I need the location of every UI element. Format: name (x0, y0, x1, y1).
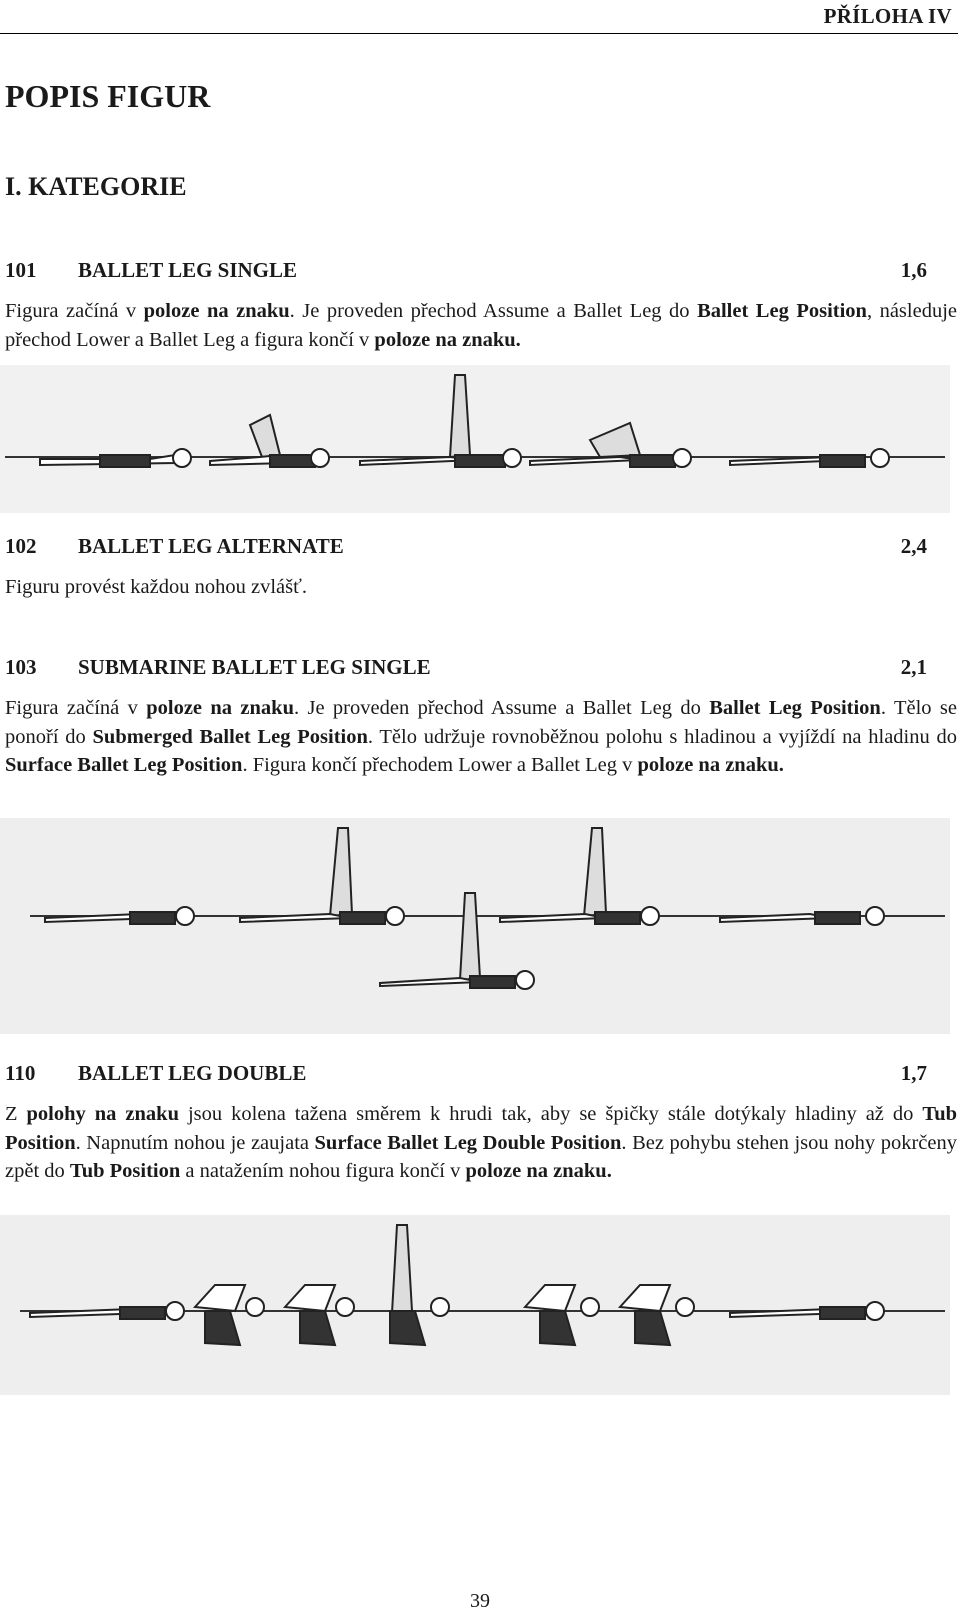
figure-102-description (5, 573, 957, 602)
bold-term: Submerged Ballet Leg Position (92, 725, 368, 748)
figure-number: 101 (5, 258, 37, 282)
figure-number: 103 (5, 655, 37, 679)
category-heading: I. KATEGORIE (5, 172, 187, 201)
figure-score: 2,4 (900, 534, 927, 558)
figure-score: 1,6 (900, 258, 927, 282)
text-run: Figura začíná v (5, 697, 147, 719)
figure-110-heading (5, 1061, 927, 1089)
figure-103-heading (5, 655, 927, 683)
text-run: . Napnutím nohou je zaujata (75, 1131, 315, 1154)
page-title: POPIS FIGUR (5, 78, 211, 114)
figure-name: BALLET LEG DOUBLE (78, 1061, 307, 1085)
text-run: , následuje přechod Lower a Ballet Leg a figura končí v (5, 300, 957, 351)
bold-term: Surface Ballet Leg Position (5, 754, 243, 777)
text-run: . Figura končí přechodem Lower a Ballet Leg v (242, 754, 638, 777)
figure-110-description (5, 1100, 957, 1186)
bold-term: Surface Ballet Leg Double Position (314, 1131, 622, 1154)
figure-name: BALLET LEG SINGLE (78, 258, 298, 282)
bold-term: poloze na znaku. (374, 328, 521, 351)
bold-term: poloze na znaku. (637, 754, 784, 777)
swimmer-sequence-illustration (0, 818, 950, 1034)
figure-name: SUBMARINE BALLET LEG SINGLE (78, 655, 431, 679)
text-run: . Tělo se ponoří do (5, 697, 957, 748)
figure-103-illustration (0, 818, 950, 1034)
header-divider (0, 33, 958, 34)
bold-term: Tub Position (5, 1103, 957, 1154)
text-run: . Tělo udržuje rovnoběžnou polohu s hladinou a vyjíždí na hladinu do (367, 725, 957, 748)
figure-101-description (5, 297, 957, 354)
swimmer-sequence-illustration (0, 1215, 950, 1395)
figure-number: 110 (5, 1061, 36, 1085)
figure-110-illustration (0, 1215, 950, 1395)
figure-101-heading (5, 258, 927, 286)
bold-term: Ballet Leg Position (709, 697, 881, 719)
text-run: jsou kolena tažena směrem k hrudi tak, aby se špičky stále dotýkaly hladiny až do (178, 1103, 923, 1125)
figure-score: 2,1 (900, 655, 927, 679)
swimmer-sequence-illustration (0, 365, 950, 513)
bold-term: poloze na znaku (143, 300, 290, 322)
text-run: . Bez pohybu stehen jsou nohy pokrčeny zpět do (5, 1131, 957, 1183)
page-number: 39 (470, 1590, 490, 1612)
text-run: a natažením nohou figura končí v (180, 1160, 466, 1183)
bold-term: poloze na znaku. (465, 1160, 612, 1183)
text-run: . Je proveden přechod Assume a Ballet Leg do (289, 300, 698, 322)
appendix-label: PŘÍLOHA IV (823, 4, 952, 28)
text-run: Figuru provést každou nohou zvlášť. (5, 576, 307, 598)
bold-term: polohy na znaku (26, 1103, 179, 1125)
text-run: Z (5, 1103, 27, 1125)
bold-term: Tub Position (69, 1160, 181, 1183)
figure-number: 102 (5, 534, 37, 558)
bold-term: poloze na znaku (146, 697, 294, 719)
figure-103-description (5, 694, 957, 780)
figure-score: 1,7 (900, 1061, 927, 1085)
figure-102-heading (5, 534, 927, 562)
figure-101-illustration (0, 365, 950, 513)
bold-term: Ballet Leg Position (697, 300, 867, 322)
text-run: . Je proveden přechod Assume a Ballet Leg do (293, 697, 710, 719)
text-run: Figura začíná v (5, 300, 144, 322)
figure-name: BALLET LEG ALTERNATE (78, 534, 344, 558)
